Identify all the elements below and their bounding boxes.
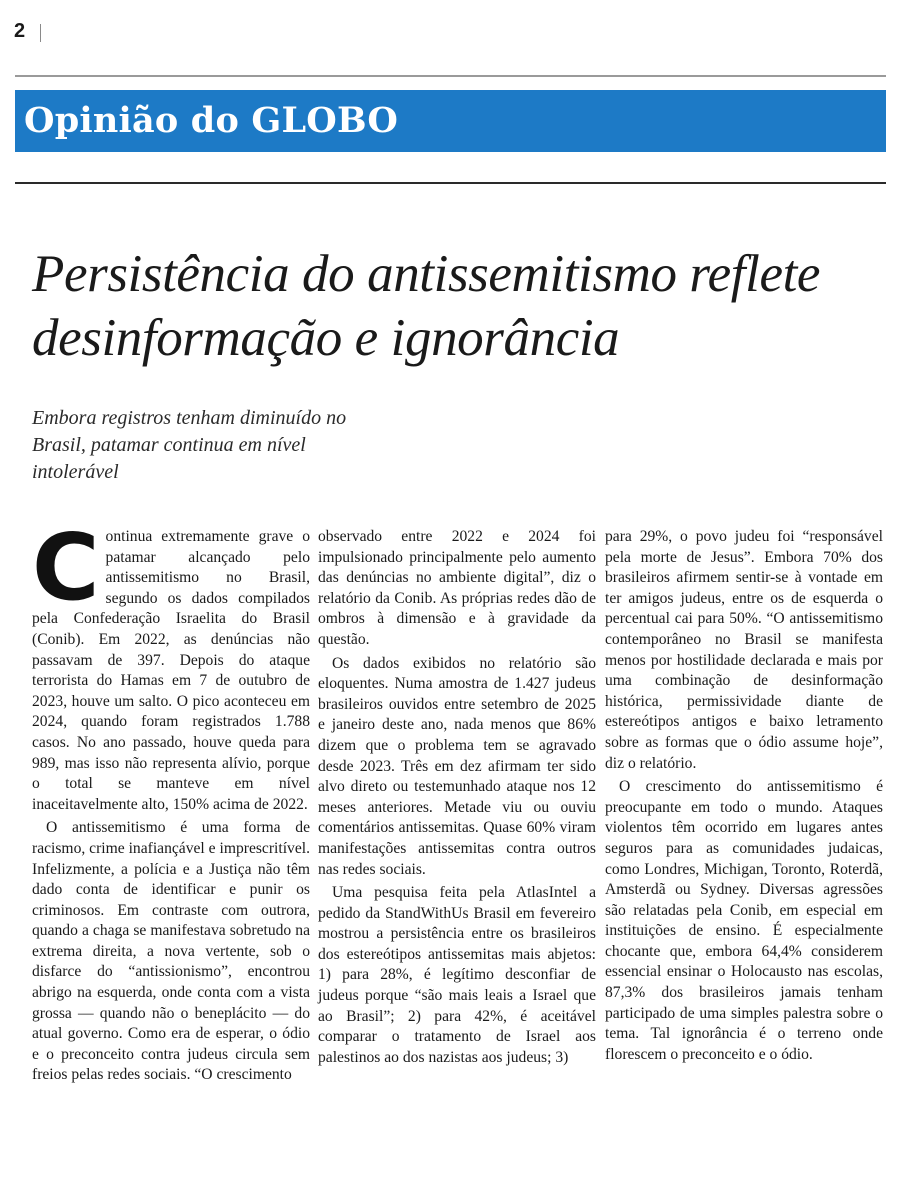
article-paragraph bbox=[32, 514, 310, 815]
article-paragraph-continued: para 29%, o povo judeu foi “responsável pela morte de Jesus”. Embora 70% dos brasileiros afirmem sentir-se à vontade em ter amigos judeus, entre os de esquerda o percentual cai para 50%. “O antissemitismo contemporâneo no Brasil se manifesta menos por hostilidade declarada e mais por uma combinação de desinformação histórica, permissividade diante de estereótipos antigos e baixo letramento sobre as formas que o ódio assume hoje”, diz o relatório. bbox=[605, 528, 883, 772]
article-paragraph-continued: observado entre 2022 e 2024 foi impulsionado principalmente pelo aumento das denúncias no ambiente digital”, diz o relatório da Conib. As próprias redes dão de ombros à dimensão e à gravidade da questão. bbox=[318, 528, 596, 648]
drop-cap: C bbox=[32, 514, 100, 621]
column-3 bbox=[605, 527, 883, 1065]
article-paragraph: O antissemitismo é uma forma de racismo, crime inafiançável e imprescritível. Infelizmente, a polícia e a Justiça não têm dado conta de identificar e punir os criminosos. Em contraste com outrora, quando a chaga se manifestava sobretudo na extrema direita, a nova vertente, sob o disfarce do “antissionismo”, encontrou abrigo na esquerda, onde conta com a vista grossa — quando não o beneplácito — do atual governo. Como era de esperar, o ódio e o preconceito contra judeus circula sem freios pelas redes sociais. “O crescimento bbox=[32, 819, 310, 1084]
article-headline: Persistência do antissemitismo reflete desinformação e ignorância bbox=[32, 245, 821, 367]
section-title: Opinião do GLOBO bbox=[24, 100, 399, 141]
paragraph-text: ontinua extremamente grave o patamar alcançado pelo antissemitismo no Brasil, segundo os dados compilados pela Confederação Israelita do Brasil (Conib). Em 2022, as denúncias não passavam de 397. Depois do ataque terrorista do Hamas em 7 de outubro de 2023, houve um salto. O pico aconteceu em 2024, quando foram registrados 1.788 casos. No ano passado, houve queda para 989, mas isso não representa alívio, porque o total se manteve em nível inaceitavelmente alto, 150% acima de 2022. bbox=[32, 528, 310, 813]
page-number: 2 bbox=[14, 20, 26, 42]
column-2 bbox=[318, 527, 596, 1068]
article-paragraph: Os dados exibidos no relatório são eloquentes. Numa amostra de 1.427 judeus brasileiros ouvidos entre setembro de 2025 e janeiro deste ano, nada menos que 86% dizem que o problema tem se agravado desde 2023. Três em dez afirmam ter sido alvo direto ou testemunhado ataque nos 12 meses anteriores. Metade viu ou ouviu comentários antissemitas. Quase 60% viram manifestações antissemitas contra outros nas redes sociais. bbox=[318, 654, 596, 878]
column-1 bbox=[32, 514, 310, 1086]
article-paragraph: Uma pesquisa feita pela AtlasIntel a pedido da StandWithUs Brasil em fevereiro mostrou a persistência entre os brasileiros dos estereótipos antissemitas mais abjetos: 1) para 28%, é legítimo desconfiar de judeus porque “são mais leais a Israel que ao Brasil”; 2) para 42%, é aceitável comparar o tratamento de Israel aos palestinos ao dos nazistas aos judeus; 3) bbox=[318, 884, 596, 1066]
page-number-separator bbox=[40, 24, 41, 42]
article-subhead: Embora registros tenham diminuído no Brasil, patamar continua em nível intolerável bbox=[32, 407, 347, 483]
top-rule bbox=[15, 75, 886, 77]
section-rule bbox=[15, 182, 886, 184]
article-paragraph: O crescimento do antissemitismo é preocupante em todo o mundo. Ataques violentos têm ocorrido em lugares antes seguros para as comunidades judaicas, como Londres, Michigan, Toronto, Roterdã, Amsterdã ou Sydney. Diversas agressões são relatadas pela Conib, em especial em instituições de ensino. É especialmente chocante que, embora 64,4% considerem essencial ensinar o Holocausto nas escolas, 87,3% dos brasileiros jamais tenham participado de uma simples palestra sobre o tema. Tal ignorância é o terreno onde florescem o preconceito e o ódio. bbox=[605, 778, 883, 1063]
